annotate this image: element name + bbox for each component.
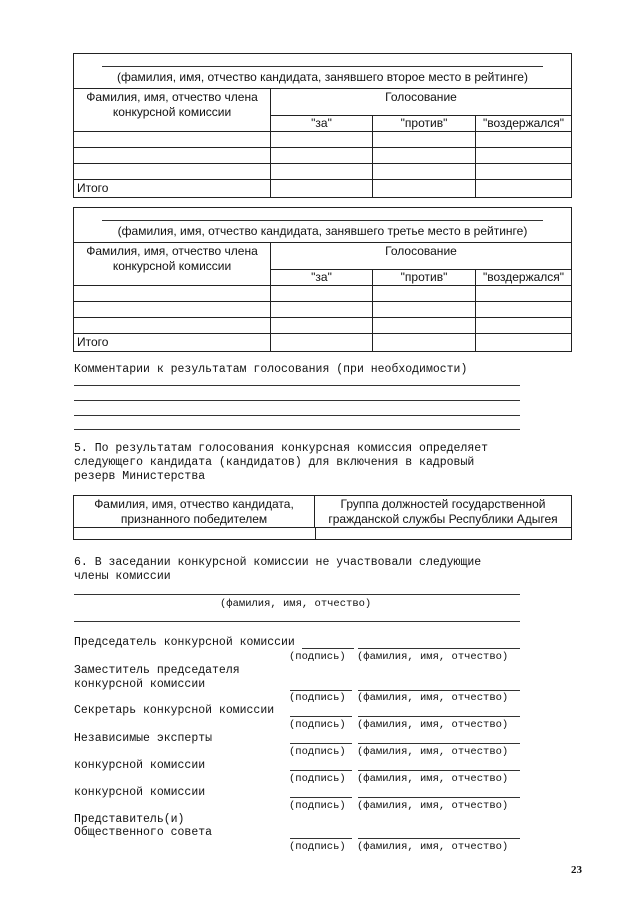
section5-text-line: 5. По результатам голосования конкурсная комиссия определяет bbox=[74, 442, 489, 455]
signature-line bbox=[290, 797, 352, 798]
table-cell bbox=[271, 334, 373, 351]
signature-caption: (подпись) bbox=[289, 651, 346, 663]
signature-line bbox=[290, 716, 352, 717]
signature-line bbox=[290, 743, 352, 744]
absent-members-line bbox=[74, 594, 520, 595]
table-cell bbox=[271, 302, 373, 318]
page-number: 23 bbox=[571, 864, 582, 876]
section5-text-line: резерв Министерства bbox=[74, 470, 206, 483]
representative-label: Представитель(и) bbox=[74, 813, 185, 826]
fio-line bbox=[358, 743, 520, 744]
table-cell bbox=[476, 318, 571, 334]
fio-caption: (фамилия, имя, отчество) bbox=[357, 800, 509, 812]
member-name-header: Фамилия, имя, отчество члена конкурсной комиссии bbox=[74, 89, 271, 132]
fio-line bbox=[358, 770, 520, 771]
section6-text-line: члены комиссии bbox=[74, 570, 171, 583]
representative-label: Общественного совета bbox=[74, 826, 213, 839]
signature-caption: (подпись) bbox=[289, 773, 346, 785]
vote-for-header: "за" bbox=[271, 270, 373, 286]
table-cell bbox=[74, 164, 271, 180]
signature-caption: (подпись) bbox=[289, 692, 346, 704]
signature-line bbox=[290, 690, 352, 691]
absent-members-line bbox=[74, 621, 520, 622]
table-cell bbox=[373, 148, 476, 164]
candidate-caption: (фамилия, имя, отчество кандидата, занявшего второе место в рейтинге) bbox=[117, 70, 528, 84]
fio-caption: (фамилия, имя, отчество) bbox=[357, 841, 509, 853]
table-cell bbox=[476, 132, 571, 148]
comment-line bbox=[74, 429, 520, 430]
vote-abstain-header: "воздержался" bbox=[476, 116, 571, 132]
chairman-label: Председатель конкурсной комиссии bbox=[74, 636, 295, 649]
vote-against-header: "против" bbox=[373, 116, 476, 132]
vote-table-second-header bbox=[74, 54, 571, 89]
vote-against-header: "против" bbox=[373, 270, 476, 286]
section6-text-line: 6. В заседании конкурсной комиссии не участвовали следующие bbox=[74, 556, 482, 569]
table-cell bbox=[373, 180, 476, 197]
comment-line bbox=[74, 400, 520, 401]
signature-caption: (подпись) bbox=[289, 800, 346, 812]
signature-caption: (подпись) bbox=[289, 719, 346, 731]
deputy-label: конкурсной комиссии bbox=[74, 678, 206, 691]
comment-line bbox=[74, 385, 520, 386]
table-cell bbox=[373, 318, 476, 334]
signature-line bbox=[290, 838, 352, 839]
vote-table-third-header bbox=[74, 208, 571, 243]
table-cell bbox=[74, 286, 271, 302]
vote-table-second bbox=[73, 53, 572, 198]
fio-line bbox=[358, 838, 520, 839]
table-cell bbox=[373, 286, 476, 302]
fio-caption: (фамилия, имя, отчество) bbox=[220, 598, 372, 610]
vote-abstain-header: "воздержался" bbox=[476, 270, 571, 286]
table-cell bbox=[373, 164, 476, 180]
signature-caption: (подпись) bbox=[289, 746, 346, 758]
table-cell bbox=[476, 164, 571, 180]
fio-caption: (фамилия, имя, отчество) bbox=[357, 651, 509, 663]
table-cell bbox=[271, 164, 373, 180]
total-label: Итого bbox=[74, 334, 271, 351]
table-cell bbox=[74, 318, 271, 334]
table-cell bbox=[476, 302, 571, 318]
table-cell bbox=[271, 180, 373, 197]
fio-line bbox=[358, 716, 520, 717]
commission-label: конкурсной комиссии bbox=[74, 786, 206, 799]
section5-text-line: следующего кандидата (кандидатов) для включения в кадровый bbox=[74, 456, 475, 469]
vote-table-third bbox=[73, 207, 572, 352]
vote-header: Голосование bbox=[271, 89, 571, 116]
table-cell bbox=[476, 334, 571, 351]
signature-line bbox=[290, 770, 352, 771]
signature-line bbox=[302, 648, 354, 649]
fio-line bbox=[358, 797, 520, 798]
fio-caption: (фамилия, имя, отчество) bbox=[357, 746, 509, 758]
position-group-header: Группа должностей государственной гражданской службы Республики Адыгея bbox=[315, 496, 571, 528]
table-cell bbox=[271, 132, 373, 148]
vote-header: Голосование bbox=[271, 243, 571, 270]
table-cell bbox=[271, 286, 373, 302]
table-cell bbox=[74, 132, 271, 148]
winner-name-header: Фамилия, имя, отчество кандидата, признанного победителем bbox=[74, 496, 315, 528]
table-cell bbox=[271, 318, 373, 334]
fio-line bbox=[358, 648, 520, 649]
experts-label: Независимые эксперты bbox=[74, 732, 213, 745]
vote-for-header: "за" bbox=[271, 116, 373, 132]
comment-line bbox=[74, 415, 520, 416]
fio-caption: (фамилия, имя, отчество) bbox=[357, 692, 509, 704]
table-cell bbox=[271, 148, 373, 164]
member-name-header: Фамилия, имя, отчество члена конкурсной комиссии bbox=[74, 243, 271, 286]
secretary-label: Секретарь конкурсной комиссии bbox=[74, 704, 275, 717]
table-cell bbox=[74, 148, 271, 164]
table-cell bbox=[476, 286, 571, 302]
fio-caption: (фамилия, имя, отчество) bbox=[357, 719, 509, 731]
table-cell bbox=[74, 302, 271, 318]
total-label: Итого bbox=[74, 180, 271, 197]
deputy-label: Заместитель председателя bbox=[74, 664, 240, 677]
table-cell bbox=[476, 180, 571, 197]
signature-caption: (подпись) bbox=[289, 841, 346, 853]
fio-line bbox=[358, 690, 520, 691]
table-cell bbox=[373, 132, 476, 148]
table-cell bbox=[373, 302, 476, 318]
table-cell bbox=[373, 334, 476, 351]
table-cell bbox=[476, 148, 571, 164]
commission-label: конкурсной комиссии bbox=[74, 759, 206, 772]
comments-label: Комментарии к результатам голосования (при необходимости) bbox=[74, 363, 468, 376]
fio-caption: (фамилия, имя, отчество) bbox=[357, 773, 509, 785]
winner-table bbox=[73, 495, 572, 540]
candidate-caption: (фамилия, имя, отчество кандидата, занявшего третье место в рейтинге) bbox=[117, 224, 528, 238]
